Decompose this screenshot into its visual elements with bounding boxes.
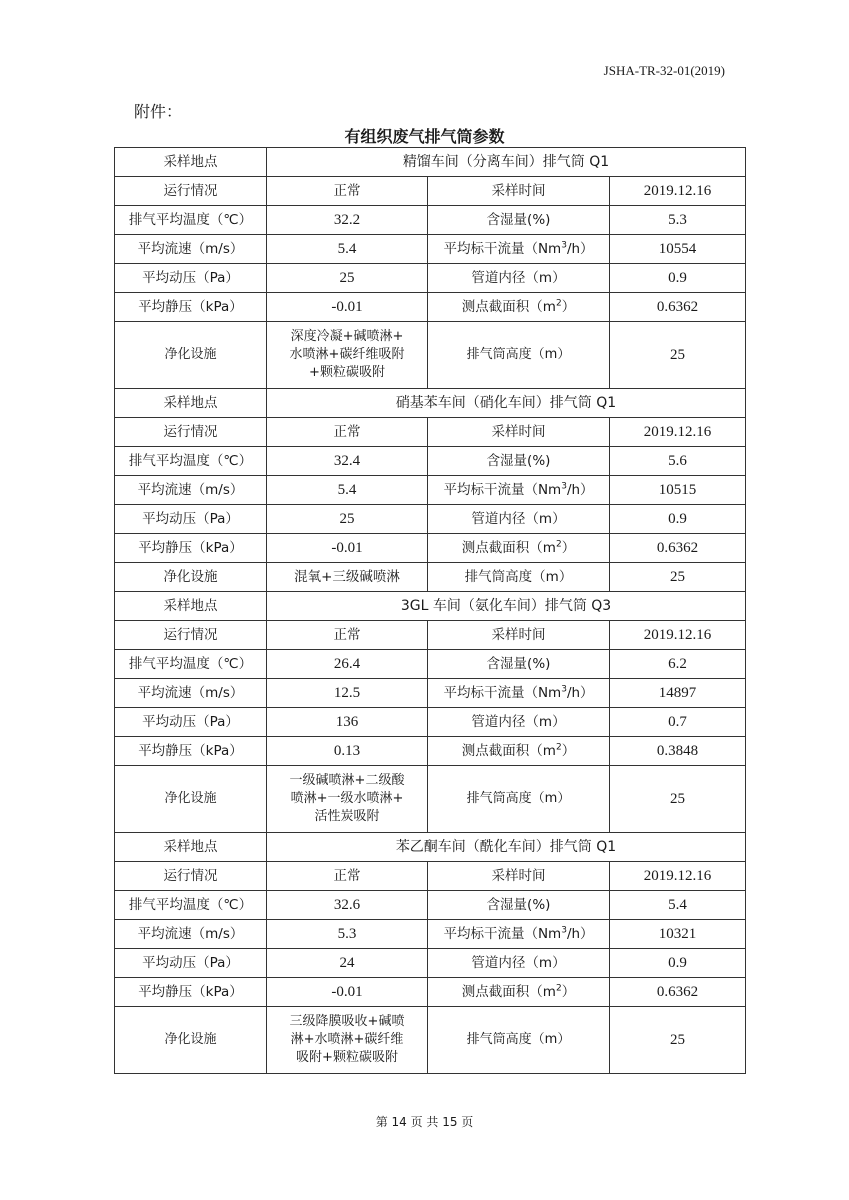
area-label-unit: ）: [561, 984, 576, 1000]
stack-height-value: 25: [610, 322, 746, 389]
status-label: 运行情况: [115, 862, 267, 891]
flow-label-text: 平均标干流量（Nm: [443, 482, 562, 498]
table-row: [115, 679, 746, 708]
sample-time-label: 采样时间: [428, 862, 610, 891]
inner-diameter-value: 0.9: [610, 264, 746, 293]
purification-label: 净化设施: [115, 563, 267, 592]
table-row: [115, 293, 746, 322]
flow-label-text: 平均标干流量（Nm: [443, 241, 562, 257]
humidity-label: 含湿量(%): [428, 650, 610, 679]
page-number: 第 14 页 共 15 页: [375, 1115, 474, 1129]
table-row: [115, 447, 746, 476]
document-code: JSHA-TR-32-01(2019): [603, 63, 725, 78]
area-label: [428, 978, 610, 1007]
table-row-site: [115, 592, 746, 621]
sample-time-value: 2019.12.16: [610, 177, 746, 206]
inner-diameter-label: 管道内径（m）: [428, 949, 610, 978]
temperature-label: 排气平均温度（℃）: [115, 447, 267, 476]
flow-label: [428, 920, 610, 949]
area-label-exponent: 2: [555, 742, 562, 753]
flow-label-unit: /h）: [566, 926, 594, 942]
site-value: 苯乙酮车间（酰化车间）排气筒 Q1: [267, 833, 746, 862]
velocity-value: 5.4: [267, 476, 428, 505]
purification-value: [267, 563, 428, 592]
table-row: [115, 534, 746, 563]
stack-height-value: 25: [610, 1007, 746, 1074]
purification-line: 三级降膜吸收+碱喷: [289, 1014, 405, 1029]
temperature-label: 排气平均温度（℃）: [115, 650, 267, 679]
table-row: [115, 1007, 746, 1074]
stack-height-label: 排气筒高度（m）: [428, 563, 610, 592]
inner-diameter-value: 0.9: [610, 505, 746, 534]
table-row: [115, 650, 746, 679]
sample-time-value: 2019.12.16: [610, 862, 746, 891]
table-row-site: [115, 148, 746, 177]
flow-label: [428, 679, 610, 708]
flow-label-text: 平均标干流量（Nm: [443, 926, 562, 942]
inner-diameter-label: 管道内径（m）: [428, 708, 610, 737]
table-row: [115, 920, 746, 949]
purification-line: 活性炭吸附: [314, 809, 380, 824]
humidity-value: 5.4: [610, 891, 746, 920]
status-label: 运行情况: [115, 621, 267, 650]
temperature-value: 32.4: [267, 447, 428, 476]
temperature-value: 32.6: [267, 891, 428, 920]
site-label: 采样地点: [115, 148, 267, 177]
velocity-label: 平均流速（m/s）: [115, 476, 267, 505]
site-label: 采样地点: [115, 833, 267, 862]
table-row: [115, 235, 746, 264]
static-pressure-label: 平均静压（kPa）: [115, 293, 267, 322]
area-value: 0.6362: [610, 534, 746, 563]
area-label-text: 测点截面积（m: [461, 743, 556, 759]
sample-time-value: 2019.12.16: [610, 418, 746, 447]
area-label-exponent: 2: [555, 983, 562, 994]
velocity-value: 5.4: [267, 235, 428, 264]
flow-label-unit: /h）: [566, 241, 594, 257]
dynamic-pressure-value: 136: [267, 708, 428, 737]
table-row: [115, 476, 746, 505]
table-row: [115, 737, 746, 766]
dynamic-pressure-value: 25: [267, 505, 428, 534]
flow-label-text: 平均标干流量（Nm: [443, 685, 562, 701]
site-label: 采样地点: [115, 592, 267, 621]
status-label: 运行情况: [115, 177, 267, 206]
stack-height-label: 排气筒高度（m）: [428, 322, 610, 389]
dynamic-pressure-value: 24: [267, 949, 428, 978]
purification-line: 深度冷凝+碱喷淋+: [290, 329, 404, 344]
purification-value: [267, 766, 428, 833]
sample-time-label: 采样时间: [428, 177, 610, 206]
flow-value: 14897: [610, 679, 746, 708]
area-value: 0.3848: [610, 737, 746, 766]
table-row: [115, 563, 746, 592]
flow-value: 10321: [610, 920, 746, 949]
sample-time-label: 采样时间: [428, 621, 610, 650]
temperature-value: 32.2: [267, 206, 428, 235]
static-pressure-value: 0.13: [267, 737, 428, 766]
flow-label: [428, 235, 610, 264]
site-label: 采样地点: [115, 389, 267, 418]
inner-diameter-label: 管道内径（m）: [428, 505, 610, 534]
table-row-site: [115, 389, 746, 418]
table-row: [115, 505, 746, 534]
dynamic-pressure-label: 平均动压（Pa）: [115, 949, 267, 978]
humidity-value: 5.3: [610, 206, 746, 235]
velocity-label: 平均流速（m/s）: [115, 920, 267, 949]
inner-diameter-value: 0.9: [610, 949, 746, 978]
status-label: 运行情况: [115, 418, 267, 447]
area-label-text: 测点截面积（m: [461, 540, 556, 556]
area-label-unit: ）: [561, 540, 576, 556]
area-value: 0.6362: [610, 293, 746, 322]
status-value: 正常: [267, 862, 428, 891]
static-pressure-label: 平均静压（kPa）: [115, 737, 267, 766]
humidity-label: 含湿量(%): [428, 891, 610, 920]
purification-value: [267, 322, 428, 389]
static-pressure-value: -0.01: [267, 978, 428, 1007]
exhaust-stack-parameter-table: [114, 147, 746, 1074]
flow-label-exponent: 3: [561, 481, 567, 492]
velocity-value: 12.5: [267, 679, 428, 708]
flow-value: 10554: [610, 235, 746, 264]
table-body: [115, 148, 746, 1074]
table-row: [115, 708, 746, 737]
purification-value: [267, 1007, 428, 1074]
area-label: [428, 293, 610, 322]
flow-label: [428, 476, 610, 505]
dynamic-pressure-label: 平均动压（Pa）: [115, 505, 267, 534]
temperature-label: 排气平均温度（℃）: [115, 206, 267, 235]
purification-line: 水喷淋+碳纤维吸附: [289, 347, 405, 362]
static-pressure-value: -0.01: [267, 293, 428, 322]
humidity-label: 含湿量(%): [428, 447, 610, 476]
purification-line: 混氧+三级碱喷淋: [294, 569, 400, 585]
velocity-label: 平均流速（m/s）: [115, 235, 267, 264]
static-pressure-value: -0.01: [267, 534, 428, 563]
purification-label: 净化设施: [115, 766, 267, 833]
humidity-label: 含湿量(%): [428, 206, 610, 235]
purification-line: 吸附+颗粒碳吸附: [296, 1050, 398, 1065]
static-pressure-label: 平均静压（kPa）: [115, 534, 267, 563]
table-row: [115, 891, 746, 920]
site-value: 硝基苯车间（硝化车间）排气筒 Q1: [267, 389, 746, 418]
table-row: [115, 322, 746, 389]
dynamic-pressure-label: 平均动压（Pa）: [115, 264, 267, 293]
area-label-text: 测点截面积（m: [461, 299, 556, 315]
stack-height-label: 排气筒高度（m）: [428, 1007, 610, 1074]
stack-height-value: 25: [610, 766, 746, 833]
table-row: [115, 418, 746, 447]
table-row: [115, 206, 746, 235]
table-row: [115, 621, 746, 650]
purification-line: 淋+水喷淋+碳纤维: [290, 1032, 404, 1047]
temperature-value: 26.4: [267, 650, 428, 679]
flow-label-exponent: 3: [561, 240, 567, 251]
inner-diameter-value: 0.7: [610, 708, 746, 737]
area-label-text: 测点截面积（m: [461, 984, 556, 1000]
purification-label: 净化设施: [115, 1007, 267, 1074]
area-label-exponent: 2: [555, 539, 562, 550]
table-row: [115, 177, 746, 206]
inner-diameter-label: 管道内径（m）: [428, 264, 610, 293]
stack-height-label: 排气筒高度（m）: [428, 766, 610, 833]
flow-label-unit: /h）: [566, 685, 594, 701]
table-row: [115, 766, 746, 833]
purification-label: 净化设施: [115, 322, 267, 389]
site-value: 精馏车间（分离车间）排气筒 Q1: [267, 148, 746, 177]
flow-label-exponent: 3: [561, 925, 567, 936]
flow-label-exponent: 3: [561, 684, 567, 695]
table-title: 有组织废气排气筒参数: [344, 127, 505, 146]
velocity-label: 平均流速（m/s）: [115, 679, 267, 708]
static-pressure-label: 平均静压（kPa）: [115, 978, 267, 1007]
table-row: [115, 978, 746, 1007]
flow-value: 10515: [610, 476, 746, 505]
attachment-label: 附件：: [134, 102, 183, 121]
velocity-value: 5.3: [267, 920, 428, 949]
humidity-value: 6.2: [610, 650, 746, 679]
area-label-exponent: 2: [555, 298, 562, 309]
purification-line: 一级碱喷淋+二级酸: [289, 773, 405, 788]
status-value: 正常: [267, 418, 428, 447]
stack-height-value: 25: [610, 563, 746, 592]
purification-line: +颗粒碳吸附: [309, 365, 385, 380]
area-label-unit: ）: [561, 743, 576, 759]
area-label: [428, 534, 610, 563]
purification-line: 喷淋+一级水喷淋+: [290, 791, 404, 806]
sample-time-label: 采样时间: [428, 418, 610, 447]
table-row: [115, 949, 746, 978]
sample-time-value: 2019.12.16: [610, 621, 746, 650]
site-value: 3GL 车间（氨化车间）排气筒 Q3: [267, 592, 746, 621]
status-value: 正常: [267, 177, 428, 206]
humidity-value: 5.6: [610, 447, 746, 476]
area-label: [428, 737, 610, 766]
status-value: 正常: [267, 621, 428, 650]
table-row: [115, 862, 746, 891]
temperature-label: 排气平均温度（℃）: [115, 891, 267, 920]
area-label-unit: ）: [561, 299, 576, 315]
area-value: 0.6362: [610, 978, 746, 1007]
flow-label-unit: /h）: [566, 482, 594, 498]
table-row-site: [115, 833, 746, 862]
table-row: [115, 264, 746, 293]
dynamic-pressure-value: 25: [267, 264, 428, 293]
dynamic-pressure-label: 平均动压（Pa）: [115, 708, 267, 737]
